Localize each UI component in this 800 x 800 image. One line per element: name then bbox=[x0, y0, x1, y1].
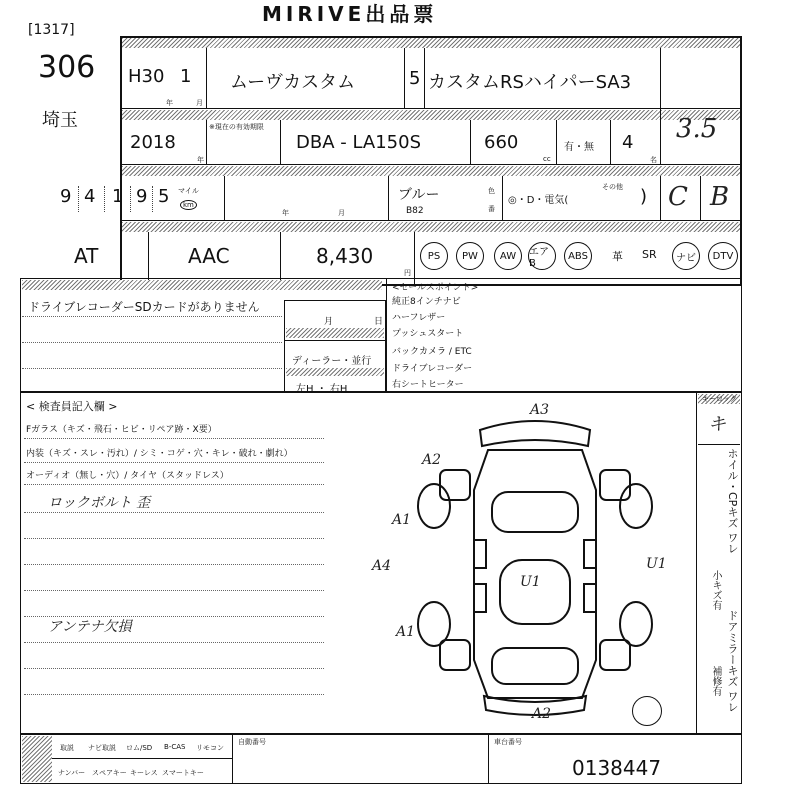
mileage-digit-3: 1 bbox=[112, 186, 124, 207]
lot-number: 306 bbox=[38, 50, 96, 85]
yes-no: 有・無 bbox=[564, 142, 594, 153]
key-mark: キ bbox=[708, 414, 726, 435]
circle-mark bbox=[632, 696, 662, 726]
damage-label-rear-left: A2 bbox=[422, 452, 442, 468]
equip-ps: PS bbox=[420, 242, 448, 270]
interior-grade: C bbox=[668, 182, 688, 212]
displacement: 660 bbox=[484, 132, 519, 153]
price: 8,430 bbox=[316, 244, 374, 268]
damage-label-roof: U1 bbox=[520, 574, 541, 590]
shaken-year: 年 bbox=[282, 209, 289, 217]
equip-navi: ナビ bbox=[672, 242, 700, 270]
header-hatch-2 bbox=[122, 110, 740, 120]
equip-aw: AW bbox=[494, 242, 522, 270]
color-close-paren: ) bbox=[640, 186, 648, 207]
katashiki: DBA - LA150S bbox=[296, 132, 421, 153]
inspection-glass: Fガラス（キズ・飛石・ヒビ・リペア跡・X要） bbox=[26, 425, 217, 435]
color-label: 色 bbox=[488, 187, 495, 195]
yen-unit: 円 bbox=[404, 269, 411, 277]
first-reg-note: ※現在の有効期限 bbox=[209, 123, 264, 131]
chassis-label: 車台番号 bbox=[494, 738, 522, 746]
damage-label-front: A2 bbox=[532, 706, 552, 722]
chassis-number: 0138447 bbox=[572, 756, 662, 780]
footer-spare-key: スペアキー bbox=[92, 769, 127, 777]
date-month: 月 bbox=[324, 317, 334, 327]
damage-label-left-2: A1 bbox=[396, 624, 416, 640]
other-label: その他 bbox=[602, 183, 623, 191]
code-label: 番 bbox=[488, 205, 495, 213]
exterior-grade: B bbox=[710, 182, 730, 212]
date-box bbox=[284, 300, 386, 392]
handwritten-note-1: ロックボルト 歪 bbox=[48, 495, 151, 511]
sales-point-4: バックカメラ / ETC bbox=[392, 347, 472, 357]
footer-bcas: B-CAS bbox=[164, 743, 186, 751]
inspection-title: < 検査員記入欄 > bbox=[26, 400, 118, 413]
door-mirror-note: ドアミラーキズ ワレ bbox=[726, 610, 739, 713]
score: 3.5 bbox=[676, 114, 718, 144]
model-year: 2018 bbox=[130, 132, 176, 153]
equip-pw: PW bbox=[456, 242, 484, 270]
footer-plate: ナンバー bbox=[58, 769, 86, 777]
footer-remote: リモコン bbox=[196, 744, 224, 752]
page-title: MIRIVE出品票 bbox=[262, 2, 438, 26]
inspection-interior: 内装（キズ・スレ・汚れ）/ シミ・コゲ・穴・キレ・破れ・劇れ） bbox=[26, 449, 293, 459]
sales-point-5: ドライブレコーダー bbox=[392, 364, 473, 374]
mileage-digit-2: 4 bbox=[84, 186, 96, 207]
km-label: km bbox=[180, 200, 197, 210]
repair-note: 補修有 bbox=[710, 666, 721, 696]
equip-dtv: DTV bbox=[708, 242, 738, 270]
main-note: ドライブレコーダーSDカードがありません bbox=[28, 300, 260, 314]
model-name: ムーヴカスタム bbox=[230, 72, 356, 93]
footer-manual: 取説 bbox=[60, 744, 74, 752]
footer-rom-sd: ロム/SD bbox=[126, 744, 153, 752]
damage-label-right-door: U1 bbox=[646, 556, 667, 572]
handle-option: 左H ・ 右H bbox=[296, 384, 348, 395]
grade: カスタムRSハイパーSA3 bbox=[428, 72, 632, 93]
header-hatch-4 bbox=[122, 222, 740, 232]
equip-leather: 革 bbox=[612, 250, 623, 263]
color-code: B82 bbox=[406, 206, 424, 216]
damage-label-left-1: A1 bbox=[392, 512, 412, 528]
damage-label-left-door: A4 bbox=[372, 558, 392, 574]
color-options: ◎・D・電気( bbox=[508, 195, 569, 206]
reg-month: 1 bbox=[180, 66, 192, 87]
model-year-unit: 年 bbox=[197, 156, 204, 164]
inspection-audio: オーディオ（無し・穴）/ タイヤ（スタッドレス） bbox=[26, 471, 229, 481]
transmission: AT bbox=[74, 244, 99, 268]
era: H30 bbox=[128, 66, 165, 87]
seats-unit: 名 bbox=[650, 156, 657, 164]
shaken-month: 月 bbox=[338, 209, 345, 217]
car-damage-diagram bbox=[410, 410, 660, 720]
key-lock-label: キーロック bbox=[698, 394, 740, 404]
equip-abs: ABS bbox=[564, 242, 592, 270]
small-scratch-note: 小キズ有 bbox=[710, 570, 721, 610]
dealer-option: ディーラー・並行 bbox=[292, 356, 372, 367]
grade-number: 5 bbox=[409, 68, 421, 89]
sales-point-1: 純正8インチナビ bbox=[392, 297, 461, 307]
mileage-digit-1: 9 bbox=[60, 186, 72, 207]
footer-keyless: キーレス bbox=[130, 769, 158, 777]
aircon: AAC bbox=[188, 244, 230, 268]
damage-label-rear: A3 bbox=[530, 402, 550, 418]
seats: 4 bbox=[622, 132, 634, 153]
sales-point-2: ハーフレザー bbox=[392, 313, 446, 323]
sales-point-6: 右シートヒーター bbox=[392, 380, 464, 390]
mileage-digit-5: 5 bbox=[158, 186, 170, 207]
date-day: 日 bbox=[374, 317, 384, 327]
sales-points-title: <セールスポイント> bbox=[392, 283, 479, 293]
header-hatch-1 bbox=[122, 38, 740, 48]
year-unit: 年 bbox=[166, 99, 173, 107]
region: 埼玉 bbox=[42, 110, 78, 131]
footer-auto-number: 自動番号 bbox=[238, 738, 266, 746]
wheel-note: ホイル・CPキズ ワレ bbox=[726, 448, 739, 554]
equip-airbag: エアB bbox=[528, 242, 556, 270]
cc-unit: cc bbox=[543, 155, 551, 163]
month-unit: 月 bbox=[196, 99, 203, 107]
equip-sunroof: SR bbox=[642, 248, 657, 261]
header-hatch-3 bbox=[122, 166, 740, 176]
mileage-digit-4: 9 bbox=[136, 186, 148, 207]
footer-smart-key: スマートキー bbox=[162, 769, 204, 777]
handwritten-note-2: アンテナ欠損 bbox=[48, 619, 132, 635]
footer-navi-manual: ナビ取説 bbox=[88, 744, 116, 752]
color-name: ブルー bbox=[398, 187, 440, 203]
lot-code: [1317] bbox=[28, 22, 75, 38]
mile-label: マイル bbox=[178, 187, 199, 195]
sales-point-3: プッシュスタート bbox=[392, 329, 464, 339]
